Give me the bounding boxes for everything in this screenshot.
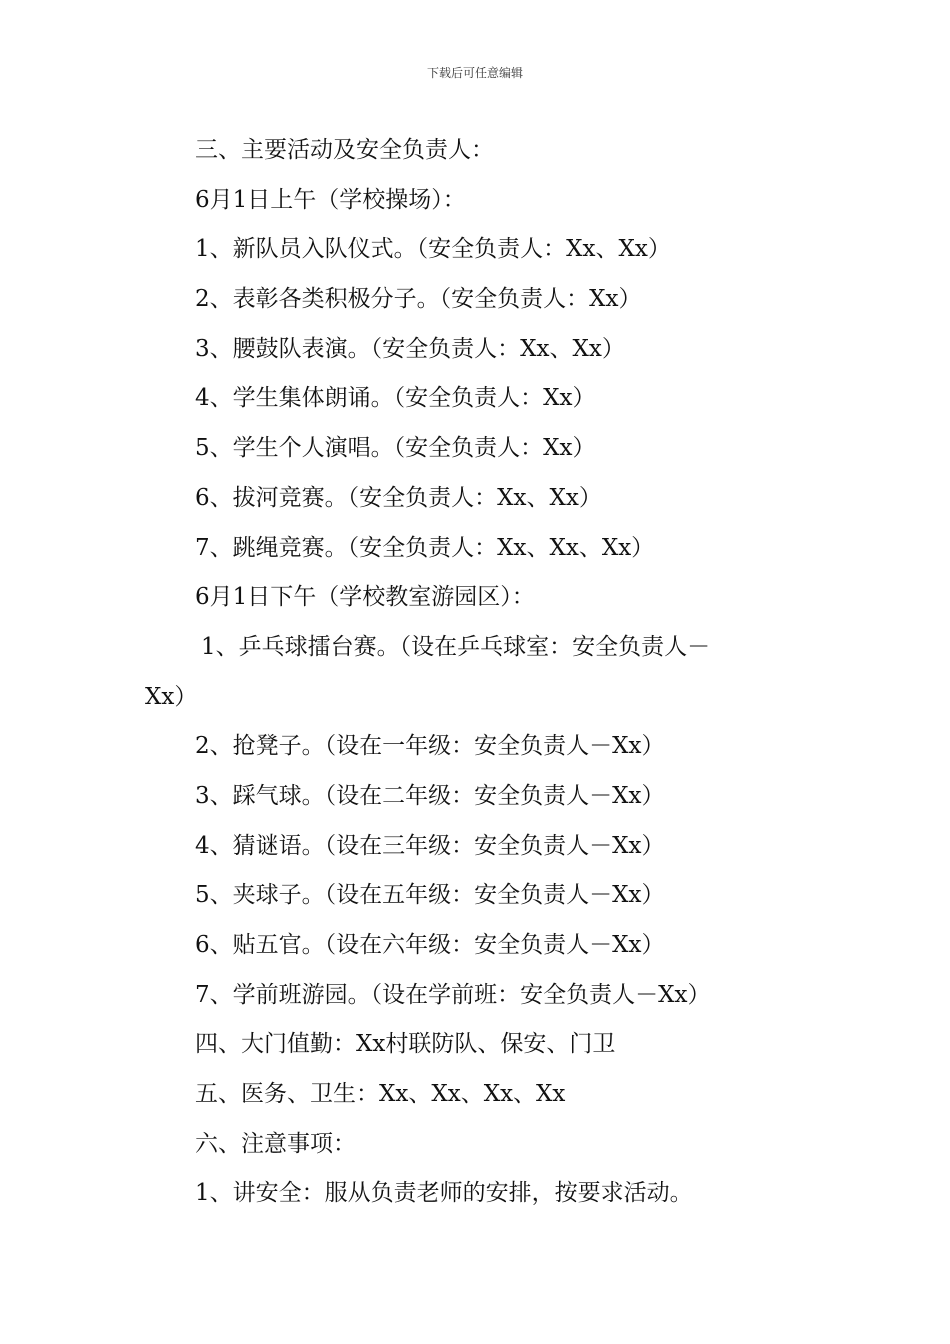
page-header: 下载后可任意编辑	[426, 66, 523, 80]
list-item: 1、讲安全：服从负责老师的安排，按要求活动。	[195, 1180, 693, 1207]
document-body	[145, 126, 825, 1219]
list-item: 4、猜谜语。（设在三年级：安全负责人－Xx）	[195, 832, 665, 859]
subheading-morning: 6月1日上午（学校操场）：	[195, 186, 466, 213]
section-heading-medical: 五、医务、卫生：Xx、Xx、Xx、Xx	[195, 1081, 566, 1108]
list-item: 5、学生个人演唱。（安全负责人：Xx）	[195, 435, 596, 462]
list-item: 3、腰鼓队表演。（安全负责人：Xx、Xx）	[195, 335, 625, 362]
list-item: 7、学前班游园。（设在学前班：安全负责人－Xx）	[195, 981, 711, 1008]
list-item: 3、踩气球。（设在二年级：安全负责人－Xx）	[195, 782, 665, 809]
list-item: 1、新队员入队仪式。（安全负责人：Xx、Xx）	[195, 236, 671, 263]
list-item: 2、抢凳子。（设在一年级：安全负责人－Xx）	[195, 733, 665, 760]
section-heading-gate-duty: 四、大门值勤：Xx村联防队、保安、门卫	[195, 1031, 616, 1058]
list-item: 7、跳绳竞赛。（安全负责人：Xx、Xx、Xx）	[195, 534, 655, 561]
section-heading-notes: 六、注意事项：	[195, 1130, 356, 1157]
section-heading-activities: 三、主要活动及安全负责人：	[195, 137, 494, 163]
subheading-afternoon: 6月1日下午（学校教室游园区）：	[195, 584, 535, 611]
list-item: 6、拔河竞赛。（安全负责人：Xx、Xx）	[195, 484, 602, 511]
list-item: 5、夹球子。（设在五年级：安全负责人－Xx）	[195, 882, 665, 909]
list-item: 2、表彰各类积极分子。（安全负责人：Xx）	[195, 286, 642, 313]
list-item: 1、乒乓球擂台赛。（设在乒乓球室：安全负责人－	[201, 633, 711, 660]
list-item: 6、贴五官。（设在六年级：安全负责人－Xx）	[195, 932, 665, 958]
list-item-continuation: Xx）	[145, 683, 198, 710]
list-item: 4、学生集体朗诵。（安全负责人：Xx）	[195, 385, 596, 412]
